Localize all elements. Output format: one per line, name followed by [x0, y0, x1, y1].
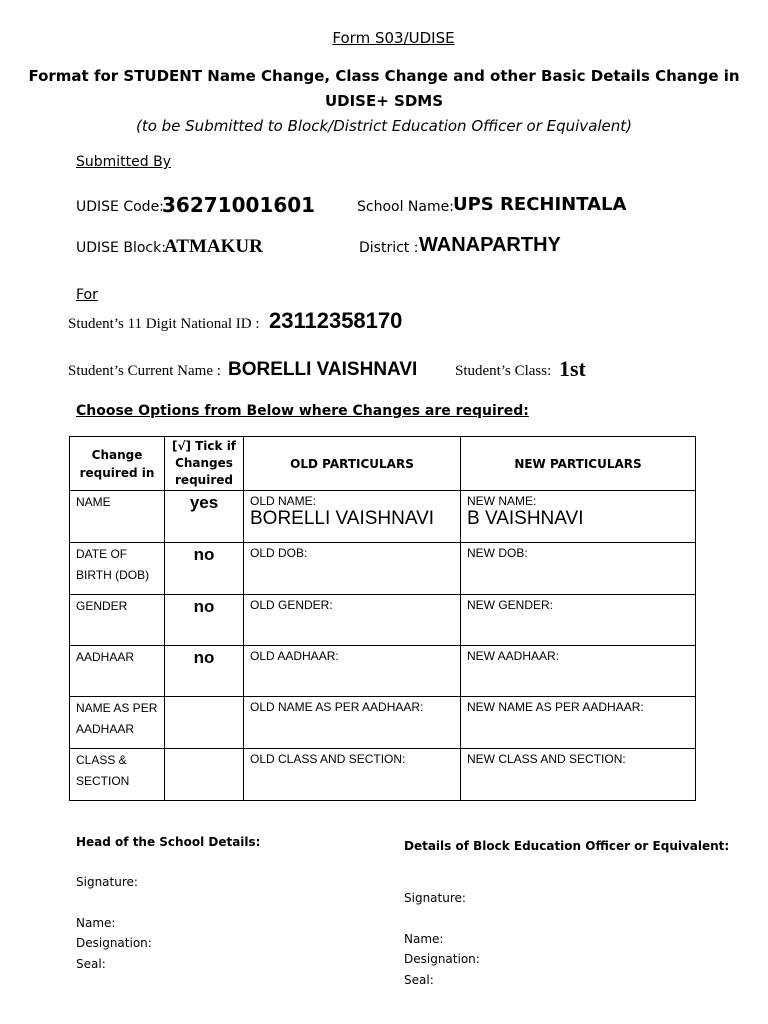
old-name-label: OLD NAME:: [250, 494, 317, 508]
new-name-label: NEW NAME:: [467, 494, 537, 508]
district-value: WANAPARTHY: [419, 234, 561, 256]
udise-code-label: UDISE Code:: [76, 199, 164, 215]
new-aadhaar-cell: NEW AADHAAR:: [461, 646, 696, 697]
table-row-dob: [70, 543, 696, 595]
head-details-title: Head of the School Details:: [76, 835, 261, 849]
udise-block-value: ATMAKUR: [164, 236, 263, 257]
tick-value: yes: [165, 491, 244, 543]
school-name-value: UPS RECHINTALA: [453, 194, 627, 215]
table-row-name-as-per-aadhaar: [70, 697, 696, 749]
row-label: NAME AS PER AADHAAR: [70, 697, 165, 749]
submitted-by-label: Submitted By: [76, 154, 171, 170]
beo-designation-label: Designation:: [404, 952, 480, 966]
udise-code-value: 36271001601: [162, 193, 316, 217]
school-name-label: School Name:: [357, 199, 454, 215]
tick-value: [165, 749, 244, 801]
form-subtitle: (to be Submitted to Block/District Education Officer or Equivalent): [135, 117, 633, 135]
header-change-required: Change required in: [70, 437, 165, 491]
old-class-section-cell: OLD CLASS AND SECTION:: [244, 749, 461, 801]
table-row-gender: [70, 595, 696, 646]
row-label: AADHAAR: [70, 646, 165, 697]
table-row-name: [70, 491, 696, 543]
district-label: District :: [359, 240, 419, 256]
header-new-particulars: NEW PARTICULARS: [461, 437, 696, 491]
beo-seal-label: Seal:: [404, 973, 434, 987]
beo-details-title: Details of Block Education Officer or Equivalent:: [404, 839, 730, 853]
national-id-value: 23112358170: [269, 308, 403, 333]
tick-value: no: [165, 646, 244, 697]
old-dob-cell: OLD DOB:: [244, 543, 461, 595]
for-label: For: [76, 287, 98, 303]
row-label: CLASS & SECTION: [70, 749, 165, 801]
new-gender-cell: NEW GENDER:: [461, 595, 696, 646]
row-label: GENDER: [70, 595, 165, 646]
udise-block-label: UDISE Block:: [76, 240, 166, 256]
old-gender-cell: OLD GENDER:: [244, 595, 461, 646]
head-designation-label: Designation:: [76, 936, 152, 950]
choose-options-heading: Choose Options from Below where Changes are required:: [76, 403, 529, 419]
beo-signature-label: Signature:: [404, 891, 466, 905]
new-name-as-per-aadhaar-cell: NEW NAME AS PER AADHAAR:: [461, 697, 696, 749]
head-seal-label: Seal:: [76, 957, 106, 971]
tick-value: no: [165, 595, 244, 646]
header-tick: [√] Tick if Changes required: [165, 437, 244, 491]
new-name-value: B VAISHNAVI: [467, 508, 584, 529]
tick-value: no: [165, 543, 244, 595]
new-dob-cell: NEW DOB:: [461, 543, 696, 595]
table-row-aadhaar: [70, 646, 696, 697]
old-name-cell: [244, 491, 461, 543]
old-aadhaar-cell: OLD AADHAAR:: [244, 646, 461, 697]
form-title-line1: Format for STUDENT Name Change, Class Change and other Basic Details Change in: [28, 67, 740, 85]
new-class-section-cell: NEW CLASS AND SECTION:: [461, 749, 696, 801]
head-name-label: Name:: [76, 916, 116, 930]
row-label: DATE OF BIRTH (DOB): [70, 543, 165, 595]
national-id-label: Student’s 11 Digit National ID :: [68, 316, 260, 332]
head-signature-label: Signature:: [76, 875, 138, 889]
old-name-as-per-aadhaar-cell: OLD NAME AS PER AADHAAR:: [244, 697, 461, 749]
current-name-label: Student’s Current Name :: [68, 363, 221, 379]
student-class-value: 1st: [559, 356, 586, 381]
table-row-class-section: [70, 749, 696, 801]
form-title-line2: UDISE+ SDMS: [324, 92, 444, 110]
header-old-particulars: OLD PARTICULARS: [244, 437, 461, 491]
new-name-cell: [461, 491, 696, 543]
tick-value: [165, 697, 244, 749]
form-id: Form S03/UDISE: [332, 29, 455, 47]
row-label: NAME: [70, 491, 165, 543]
change-details-table: [69, 436, 696, 801]
student-class-label: Student’s Class:: [455, 363, 552, 379]
beo-name-label: Name:: [404, 932, 444, 946]
old-name-value: BORELLI VAISHNAVI: [250, 508, 435, 529]
table-header-row: [70, 437, 696, 491]
current-name-value: BORELLI VAISHNAVI: [228, 359, 418, 380]
